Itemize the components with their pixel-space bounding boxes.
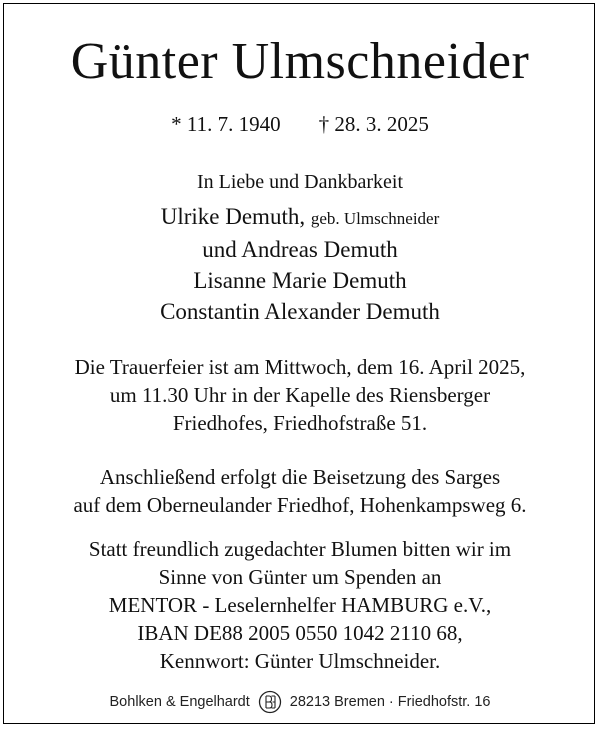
- maiden-name-note: geb. Ulmschneider: [310, 209, 440, 228]
- birth-date: * 11. 7. 1940: [171, 112, 281, 136]
- service-line: Friedhofes, Friedhofstraße 51.: [172, 411, 428, 435]
- mourner-name: Ulrike Demuth,: [160, 204, 306, 229]
- donation-line: Sinne von Günter um Spenden an: [158, 565, 442, 589]
- service-line: um 11.30 Uhr in der Kapelle des Riensberger: [109, 383, 491, 407]
- donation-line: IBAN DE88 2005 0550 1042 2110 68,: [137, 621, 463, 645]
- mourner-line-3: Lisanne Marie Demuth: [193, 268, 407, 293]
- mourner-line-2: und Andreas Demuth: [202, 237, 398, 262]
- undertaker-address: 28213 Bremen · Friedhofstr. 16: [289, 694, 491, 710]
- life-dates: [0, 110, 600, 138]
- donation-line: Statt freundlich zugedachter Blumen bitten wir im: [88, 537, 512, 561]
- undertaker-name: Bohlken & Engelhardt: [109, 694, 250, 710]
- intro-line: In Liebe und Dankbarkeit: [196, 171, 404, 193]
- undertaker-footer: [0, 690, 600, 714]
- mourner-line-4: Constantin Alexander Demuth: [160, 299, 440, 324]
- mourner-line-1: [0, 201, 600, 234]
- funeral-service-paragraph: [0, 353, 600, 437]
- service-line: Die Trauerfeier ist am Mittwoch, dem 16. April 2025,: [74, 355, 526, 379]
- donation-paragraph: [0, 535, 600, 675]
- undertaker-logo-icon: [258, 690, 282, 714]
- death-date: † 28. 3. 2025: [318, 112, 429, 136]
- donation-line: MENTOR - Leselernhelfer HAMBURG e.V.,: [108, 593, 492, 617]
- burial-paragraph: [0, 463, 600, 519]
- donation-line: Kennwort: Günter Ulmschneider.: [159, 649, 441, 673]
- burial-line: auf dem Oberneulander Friedhof, Hohenkampsweg 6.: [73, 493, 527, 517]
- deceased-name: Günter Ulmschneider: [70, 33, 530, 90]
- burial-line: Anschließend erfolgt die Beisetzung des Sarges: [99, 465, 501, 489]
- mourners-list: [0, 201, 600, 327]
